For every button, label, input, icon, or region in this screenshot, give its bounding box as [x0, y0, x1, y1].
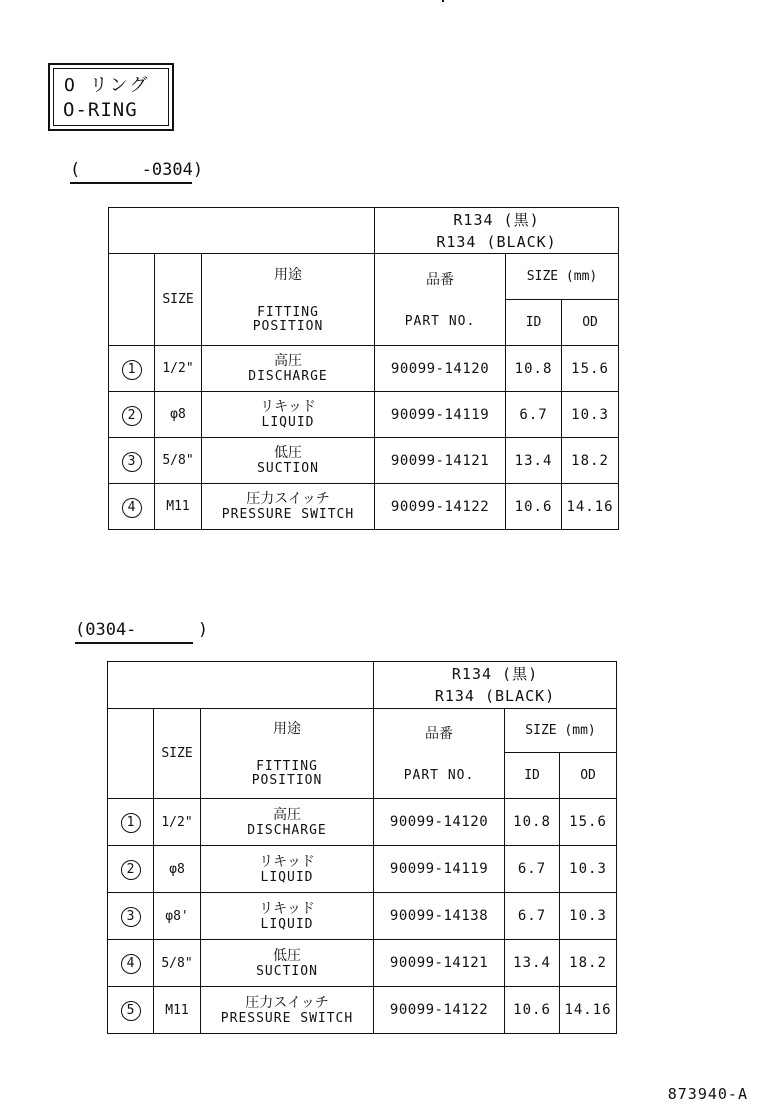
row-size: M11	[155, 484, 202, 530]
circled-number: 2	[122, 406, 142, 426]
circled-number: 5	[121, 1001, 141, 1021]
row-position-jp: リキッド	[259, 900, 315, 917]
header-size: SIZE	[154, 709, 201, 799]
row-id: 6.7	[506, 392, 562, 438]
row-od: 18.2	[562, 438, 619, 484]
refrigerant-jp: R134 (黒)	[453, 210, 540, 229]
row-position-cell	[201, 799, 374, 846]
section-2-table	[107, 661, 617, 1034]
row-position-cell	[201, 940, 374, 987]
row-part-no: 90099-14138	[374, 893, 505, 940]
circled-number: 1	[122, 360, 142, 380]
row-position-cell	[202, 484, 375, 530]
row-part-no: 90099-14119	[374, 846, 505, 893]
header-fitting-en-2: POSITION	[251, 772, 323, 788]
header-od: OD	[562, 300, 619, 346]
row-position-jp: 低圧	[274, 445, 302, 461]
row-part-no: 90099-14120	[375, 346, 506, 392]
row-mark-cell	[109, 392, 155, 438]
row-id: 6.7	[505, 846, 560, 893]
header-blank-cell	[108, 662, 374, 709]
row-size: φ8'	[154, 893, 201, 940]
header-size-mm: SIZE (mm)	[505, 709, 617, 753]
row-position-jp: リキッド	[260, 399, 316, 415]
header-part-no-en: PART NO.	[403, 767, 475, 783]
table-row	[108, 987, 617, 1034]
scan-dot	[442, 0, 444, 2]
header-fitting-en-2: POSITION	[252, 318, 324, 334]
refrigerant-en: R134 (BLACK)	[434, 687, 556, 705]
row-position-jp: 高圧	[274, 353, 302, 369]
table-row	[108, 799, 617, 846]
row-od: 15.6	[560, 799, 617, 846]
row-mark-cell	[108, 940, 154, 987]
table-header-row-refrigerant	[109, 208, 619, 254]
row-size: φ8	[154, 846, 201, 893]
header-fitting-jp: 用途	[273, 720, 301, 737]
row-part-no: 90099-14122	[375, 484, 506, 530]
circled-number: 1	[121, 813, 141, 833]
row-size: 5/8"	[155, 438, 202, 484]
row-od: 15.6	[562, 346, 619, 392]
table-header-row-1	[109, 254, 619, 300]
row-od: 10.3	[562, 392, 619, 438]
row-id: 10.8	[506, 346, 562, 392]
title-english: O-RING	[63, 99, 138, 121]
table-row	[108, 940, 617, 987]
row-position-jp: 圧力スイッチ	[245, 994, 329, 1011]
row-position-jp: 高圧	[273, 806, 301, 823]
header-refrigerant-cell	[375, 208, 619, 254]
header-part-no-en: PART NO.	[404, 313, 476, 329]
row-part-no: 90099-14122	[374, 987, 505, 1034]
row-od: 14.16	[562, 484, 619, 530]
row-position-en: LIQUID	[260, 869, 314, 885]
row-mark-cell	[109, 484, 155, 530]
row-mark-cell	[108, 846, 154, 893]
section-1-range-label: ( -0304)	[70, 160, 192, 184]
row-position-jp: 低圧	[273, 947, 301, 964]
table-row	[109, 484, 619, 530]
row-position-en: PRESSURE SWITCH	[221, 507, 355, 522]
header-part-no-jp: 品番	[425, 725, 454, 742]
row-id: 6.7	[505, 893, 560, 940]
header-part-no-cell	[375, 254, 506, 346]
row-mark-cell	[108, 987, 154, 1034]
row-position-en: LIQUID	[260, 916, 314, 932]
circled-number: 4	[122, 498, 142, 518]
header-blank-cell	[109, 208, 375, 254]
header-fitting-jp: 用途	[274, 266, 302, 283]
row-id: 10.8	[505, 799, 560, 846]
row-position-cell	[202, 346, 375, 392]
header-id: ID	[505, 753, 560, 799]
row-mark-cell	[108, 799, 154, 846]
row-part-no: 90099-14121	[374, 940, 505, 987]
row-mark-cell	[109, 438, 155, 484]
row-position-cell	[201, 987, 374, 1034]
header-fitting-en-1: FITTING	[257, 304, 319, 320]
header-size: SIZE	[155, 254, 202, 346]
row-od: 10.3	[560, 846, 617, 893]
table-row	[109, 346, 619, 392]
circled-number: 3	[121, 907, 141, 927]
row-od: 18.2	[560, 940, 617, 987]
header-fitting-cell	[201, 709, 374, 799]
row-size: M11	[154, 987, 201, 1034]
table-header-row-refrigerant	[108, 662, 617, 709]
header-part-no-cell	[374, 709, 505, 799]
table-row	[109, 392, 619, 438]
row-position-cell	[202, 392, 375, 438]
row-position-jp: 圧力スイッチ	[246, 491, 330, 507]
circled-number: 3	[122, 452, 142, 472]
table-row	[108, 846, 617, 893]
header-fitting-cell	[202, 254, 375, 346]
header-mark-cell	[108, 709, 154, 799]
header-size-mm: SIZE (mm)	[506, 254, 619, 300]
refrigerant-jp: R134 (黒)	[451, 665, 539, 683]
row-id: 10.6	[506, 484, 562, 530]
title-japanese: O リング	[64, 75, 150, 96]
row-size: 1/2"	[154, 799, 201, 846]
row-position-en: SUCTION	[256, 963, 318, 979]
table-header-row-1	[108, 709, 617, 753]
row-size: φ8	[155, 392, 202, 438]
row-position-en: PRESSURE SWITCH	[220, 1010, 354, 1026]
illustration-code: 873940-A	[667, 1085, 748, 1103]
row-position-cell	[202, 438, 375, 484]
header-od: OD	[560, 753, 617, 799]
table-row	[108, 893, 617, 940]
row-id: 10.6	[505, 987, 560, 1034]
section-1-table	[108, 207, 619, 530]
row-position-jp: リキッド	[259, 853, 315, 870]
row-mark-cell	[109, 346, 155, 392]
section-2-range-label: (0304- )	[75, 620, 193, 644]
row-id: 13.4	[505, 940, 560, 987]
header-mark-cell	[109, 254, 155, 346]
row-od: 10.3	[560, 893, 617, 940]
table-row	[109, 438, 619, 484]
row-part-no: 90099-14121	[375, 438, 506, 484]
row-position-en: DISCHARGE	[247, 822, 327, 838]
header-refrigerant-cell	[374, 662, 617, 709]
row-mark-cell	[108, 893, 154, 940]
circled-number: 2	[121, 860, 141, 880]
row-position-cell	[201, 893, 374, 940]
row-position-en: LIQUID	[261, 415, 315, 430]
title-box	[48, 63, 174, 131]
header-part-no-jp: 品番	[426, 271, 455, 288]
row-position-en: DISCHARGE	[248, 369, 328, 384]
row-size: 5/8"	[154, 940, 201, 987]
row-part-no: 90099-14120	[374, 799, 505, 846]
refrigerant-en: R134 (BLACK)	[436, 232, 557, 251]
circled-number: 4	[121, 954, 141, 974]
row-position-cell	[201, 846, 374, 893]
header-id: ID	[506, 300, 562, 346]
row-od: 14.16	[560, 987, 617, 1034]
row-size: 1/2"	[155, 346, 202, 392]
row-id: 13.4	[506, 438, 562, 484]
row-position-en: SUCTION	[257, 461, 319, 476]
header-fitting-en-1: FITTING	[256, 758, 318, 774]
row-part-no: 90099-14119	[375, 392, 506, 438]
